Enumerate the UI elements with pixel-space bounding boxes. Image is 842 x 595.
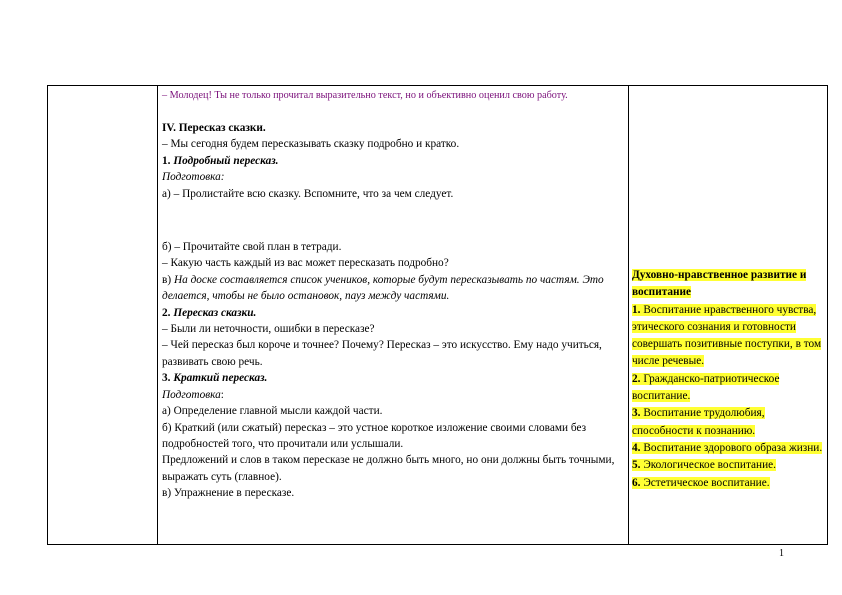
p2-question-1: – Были ли неточности, ошибки в пересказе? (162, 323, 375, 336)
p3-number: 3. (162, 372, 171, 385)
p3-item-b: б) Краткий (или сжатый) пересказ – это устное короткое изложение своими словами без подробностей того, что прочитали или услышали. (162, 421, 587, 450)
p3-prep: Подготовка (162, 388, 221, 401)
lesson-table (47, 85, 828, 545)
upbringing-title: Духовно-нравственное развитие и воспитание (632, 269, 807, 299)
p1-title: Подробный пересказ. (173, 154, 279, 167)
page-number: 1 (779, 548, 784, 559)
teacher-activity-cell (158, 86, 629, 545)
list-item: 3. Воспитание трудолюбия, способности к познанию. (632, 407, 765, 437)
p3-item-a: а) Определение главной мысли каждой части. (162, 405, 383, 418)
p2-question-2: – Чей пересказ был короче и точнее? Почему? Пересказ – это искусство. Ему надо учиться, развивать свою речь. (162, 339, 602, 368)
p2-title: Пересказ сказки. (173, 306, 257, 319)
list-item: 4. Воспитание здорового образа жизни. (632, 441, 823, 454)
upbringing-cell (629, 86, 828, 545)
list-item: 1. Воспитание нравственного чувства, этического сознания и готовности совершать позитивные поступки, в том числе речевые. (632, 303, 822, 368)
p1-item-a: а) – Пролистайте всю сказку. Вспомните, что за чем следует. (162, 187, 454, 200)
intro-line: – Мы сегодня будем пересказывать сказку подробно и кратко. (162, 138, 460, 151)
list-item: 6. Эстетическое воспитание. (632, 476, 770, 489)
p3-item-v: в) Упражнение в пересказе. (162, 487, 295, 500)
praise-text: – Молодец! Ты не только прочитал выразительно текст, но и объективно оценил свою работу. (162, 90, 568, 101)
p1-item-v-text: На доске составляется список учеников, которые будут пересказывать по частям. Это делается, чтобы не было остановок, пауз между частями. (162, 273, 604, 303)
p2-number: 2. (162, 306, 171, 319)
p1-item-v-prefix: в) (162, 273, 172, 286)
p1-number: 1. (162, 154, 171, 167)
p3-item-b-continued: Предложений и слов в таком пересказе не должно быть много, но они должны быть точными, выражать суть (главное). (162, 454, 615, 483)
list-item: 5. Экологическое воспитание. (632, 459, 776, 472)
p3-title: Краткий пересказ. (173, 372, 268, 385)
list-item: 2. Гражданско-патриотическое воспитание. (632, 372, 780, 403)
p3-prep-colon: : (220, 388, 224, 401)
p1-question: – Какую часть каждый из вас может пересказать подробно? (162, 257, 449, 270)
section-heading: IV. Пересказ сказки. (162, 122, 266, 134)
p1-prep: Подготовка: (162, 171, 225, 184)
stage-cell (48, 86, 158, 545)
p1-item-b: б) – Прочитайте свой план в тетради. (162, 241, 342, 254)
table-row (48, 86, 828, 545)
